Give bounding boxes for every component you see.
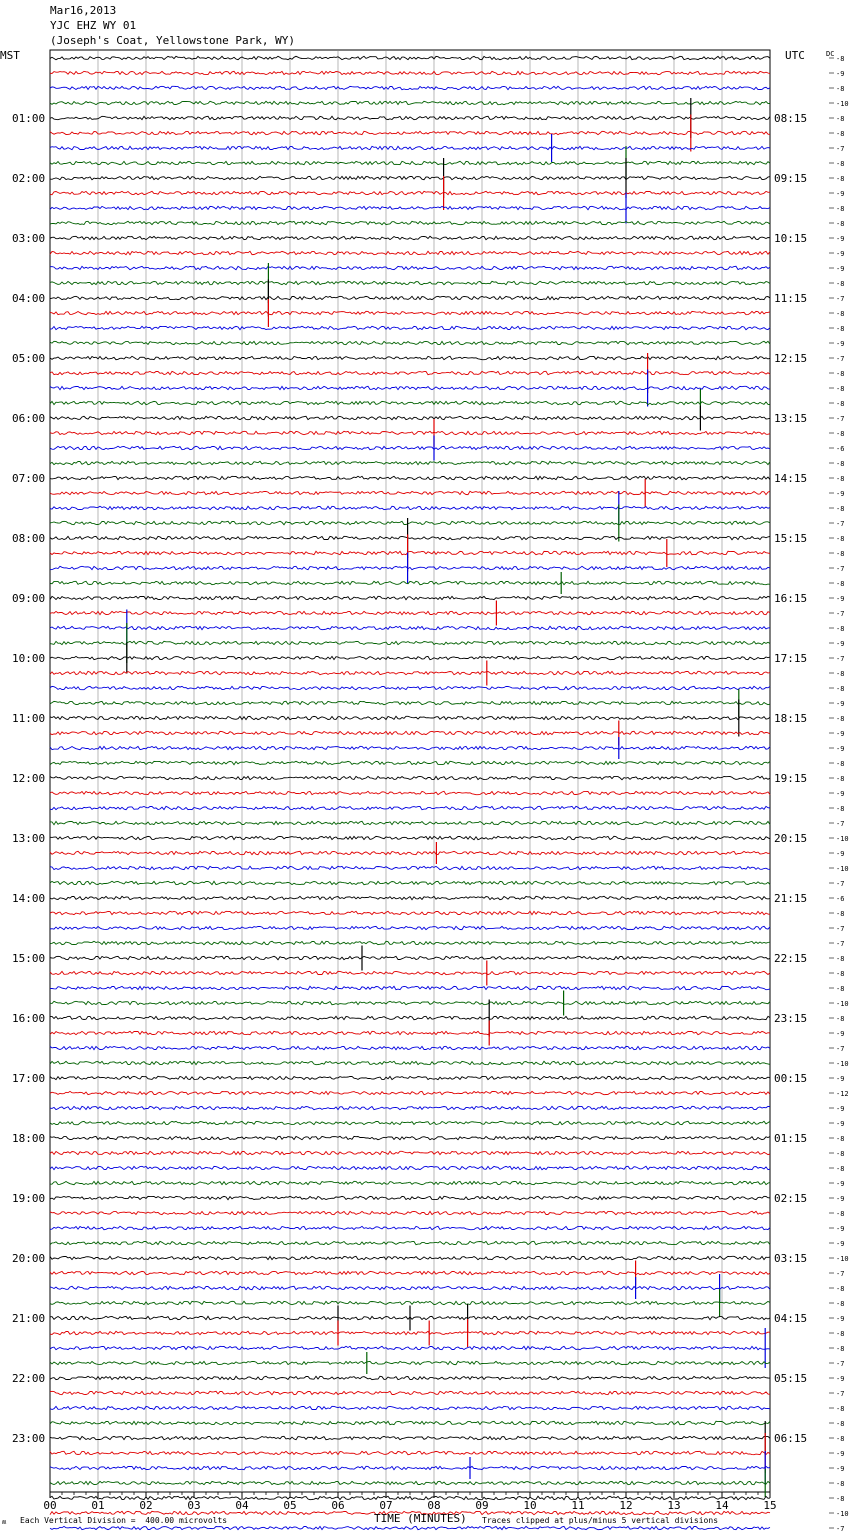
hour-label-left: 19:00 <box>12 1192 46 1205</box>
dc-offset-value: -9 <box>836 235 845 243</box>
dc-offset-value: -8 <box>836 160 845 168</box>
seismic-trace <box>50 446 770 449</box>
seismic-trace <box>50 266 770 269</box>
dc-offset-value: -9 <box>836 1240 845 1248</box>
seismic-trace <box>50 176 770 179</box>
seismic-trace <box>50 1151 770 1154</box>
seismic-trace <box>50 701 770 704</box>
dc-offset-value: -8 <box>836 1210 845 1218</box>
x-tick-label: 14 <box>715 1499 729 1512</box>
seismic-trace <box>50 1016 770 1019</box>
seismic-trace <box>50 1226 770 1229</box>
seismic-trace <box>50 1046 770 1049</box>
seismic-trace <box>50 1061 770 1064</box>
dc-offset-value: -9 <box>836 850 845 858</box>
hour-label-left: 23:00 <box>12 1432 46 1445</box>
seismic-trace <box>50 686 770 689</box>
seismic-trace <box>50 506 770 509</box>
seismic-trace <box>50 221 770 224</box>
seismic-trace <box>50 281 770 284</box>
seismic-trace <box>50 1166 770 1169</box>
seismic-trace <box>50 761 770 764</box>
seismic-trace <box>50 821 770 824</box>
seismic-trace <box>50 1526 770 1529</box>
corner-mark: ʍ <box>2 1518 7 1526</box>
dc-offset-value: -7 <box>836 820 845 828</box>
dc-offset-value: -9 <box>836 490 845 498</box>
seismic-trace <box>50 656 770 659</box>
x-tick-label: 11 <box>571 1499 585 1512</box>
dc-offset-value: -6 <box>836 445 845 453</box>
seismic-trace <box>50 566 770 569</box>
dc-offset-value: -9 <box>836 1465 845 1473</box>
dc-offset-value: -9 <box>836 745 845 753</box>
dc-offset-value: -8 <box>836 970 845 978</box>
x-tick-label: 09 <box>475 1499 489 1512</box>
x-tick-label: 05 <box>283 1499 297 1512</box>
seismic-trace <box>50 1331 770 1334</box>
seismic-trace <box>50 1466 770 1469</box>
dc-offset-value: -8 <box>836 1420 845 1428</box>
x-tick-label: 02 <box>139 1499 153 1512</box>
seismic-trace <box>50 536 770 539</box>
dc-offset-value: -7 <box>836 655 845 663</box>
dc-offset-value: -8 <box>836 1495 845 1503</box>
dc-offset-value: -7 <box>836 610 845 618</box>
hour-label-left: 05:00 <box>12 352 46 365</box>
seismic-trace <box>50 611 770 614</box>
seismic-trace <box>50 56 770 59</box>
hour-label-right: 05:15 <box>774 1372 808 1385</box>
dc-offset-value: -9 <box>836 700 845 708</box>
dc-offset-value: -8 <box>836 1330 845 1338</box>
hour-label-left: 16:00 <box>12 1012 46 1025</box>
seismic-trace <box>50 1256 770 1259</box>
hour-label-left: 15:00 <box>12 952 46 965</box>
dc-offset-value: -8 <box>836 550 845 558</box>
dc-offset-value: -7 <box>836 565 845 573</box>
dc-offset-value: -10 <box>836 1510 849 1518</box>
dc-offset-value: -9 <box>836 640 845 648</box>
seismic-trace <box>50 461 770 464</box>
dc-offset-value: -7 <box>836 880 845 888</box>
seismic-trace <box>50 371 770 374</box>
dc-offset-value: -8 <box>836 370 845 378</box>
seismic-trace <box>50 71 770 74</box>
hour-label-right: 20:15 <box>774 832 808 845</box>
seismic-trace <box>50 836 770 839</box>
seismic-trace <box>50 296 770 299</box>
seismic-trace <box>50 1301 770 1304</box>
seismic-trace <box>50 386 770 389</box>
dc-offset-value: -10 <box>836 865 849 873</box>
hour-label-left: 22:00 <box>12 1372 46 1385</box>
seismic-trace <box>50 1136 770 1139</box>
dc-offset-value: -9 <box>836 1375 845 1383</box>
hour-label-right: 11:15 <box>774 292 808 305</box>
seismic-trace <box>50 731 770 734</box>
seismic-trace <box>50 116 770 119</box>
hour-label-left: 12:00 <box>12 772 46 785</box>
x-tick-label: 03 <box>187 1499 201 1512</box>
dc-offset-value: -10 <box>836 1060 849 1068</box>
dc-offset-value: -8 <box>836 775 845 783</box>
seismic-trace <box>50 101 770 104</box>
seismic-trace <box>50 956 770 959</box>
seismic-trace <box>50 716 770 719</box>
dc-offset-value: -8 <box>836 715 845 723</box>
hour-label-right: 13:15 <box>774 412 808 425</box>
x-tick-label: 04 <box>235 1499 249 1512</box>
hour-label-right: 08:15 <box>774 112 808 125</box>
dc-offset-value: -8 <box>836 130 845 138</box>
hour-label-left: 20:00 <box>12 1252 46 1265</box>
seismic-trace <box>50 161 770 164</box>
dc-offset-value: -9 <box>836 1315 845 1323</box>
seismic-trace <box>50 251 770 254</box>
seismic-trace <box>50 581 770 584</box>
hour-label-left: 09:00 <box>12 592 46 605</box>
hour-label-right: 18:15 <box>774 712 808 725</box>
hour-label-right: 00:15 <box>774 1072 808 1085</box>
scale-note: Each Vertical Division = 400.00 microvolts <box>20 1516 228 1525</box>
station-location: (Joseph's Coat, Yellowstone Park, WY) <box>50 34 296 47</box>
seismic-trace <box>50 341 770 344</box>
dc-offset-value: -7 <box>836 520 845 528</box>
dc-offset-value: -8 <box>836 1015 845 1023</box>
hour-label-left: 21:00 <box>12 1312 46 1325</box>
dc-offset-value: -9 <box>836 190 845 198</box>
seismic-trace <box>50 1031 770 1034</box>
dc-offset-value: -8 <box>836 685 845 693</box>
seismic-trace <box>50 191 770 194</box>
hour-label-right: 22:15 <box>774 952 808 965</box>
dc-offset-value: -8 <box>836 1165 845 1173</box>
dc-offset-value: -7 <box>836 1525 845 1533</box>
hour-label-left: 13:00 <box>12 832 46 845</box>
x-tick-label: 01 <box>91 1499 105 1512</box>
seismic-trace <box>50 866 770 869</box>
hour-label-right: 02:15 <box>774 1192 808 1205</box>
dc-offset-value: -8 <box>836 1345 845 1353</box>
x-tick-label: 13 <box>667 1499 681 1512</box>
hour-label-right: 19:15 <box>774 772 808 785</box>
dc-offset-value: -9 <box>836 265 845 273</box>
x-tick-label: 08 <box>427 1499 441 1512</box>
dc-offset-value: -9 <box>836 1075 845 1083</box>
seismic-trace <box>50 146 770 149</box>
hour-label-left: 18:00 <box>12 1132 46 1145</box>
clip-note: Traces clipped at plus/minus 5 vertical divisions <box>482 1516 719 1525</box>
dc-offset-value: -9 <box>836 250 845 258</box>
dc-offset-value: -8 <box>836 955 845 963</box>
dc-offset-value: -9 <box>836 340 845 348</box>
dc-offset-value: -9 <box>836 1120 845 1128</box>
dc-offset-value: -9 <box>836 1195 845 1203</box>
seismic-trace <box>50 551 770 554</box>
dc-offset-value: -8 <box>836 400 845 408</box>
seismic-trace <box>50 416 770 419</box>
x-tick-label: 07 <box>379 1499 393 1512</box>
seismic-trace <box>50 131 770 134</box>
dc-offset-value: -8 <box>836 805 845 813</box>
left-timezone-label: MST <box>0 49 20 62</box>
hour-label-right: 14:15 <box>774 472 808 485</box>
dc-offset-value: -7 <box>836 295 845 303</box>
dc-offset-value: -8 <box>836 55 845 63</box>
seismic-trace <box>50 971 770 974</box>
x-tick-label: 12 <box>619 1499 633 1512</box>
dc-offset-value: -8 <box>836 1300 845 1308</box>
dc-offset-value: -8 <box>836 310 845 318</box>
seismic-trace <box>50 1436 770 1439</box>
seismic-trace <box>50 596 770 599</box>
dc-offset-value: -8 <box>836 175 845 183</box>
dc-offset-value: -9 <box>836 790 845 798</box>
station-code: YJC EHZ WY 01 <box>50 19 137 32</box>
hour-label-left: 01:00 <box>12 112 46 125</box>
seismic-trace <box>50 311 770 314</box>
hour-label-right: 10:15 <box>774 232 808 245</box>
dc-offset-value: -7 <box>836 940 845 948</box>
hour-label-left: 04:00 <box>12 292 46 305</box>
dc-offset-value: -8 <box>836 205 845 213</box>
dc-offset-value: -7 <box>836 1270 845 1278</box>
dc-offset-value: -10 <box>836 835 849 843</box>
x-tick-label: 15 <box>763 1499 777 1512</box>
x-tick-label: 06 <box>331 1499 345 1512</box>
dc-offset-value: -8 <box>836 475 845 483</box>
dc-offset-value: -8 <box>836 1435 845 1443</box>
dc-offset-value: -9 <box>836 70 845 78</box>
hour-label-right: 01:15 <box>774 1132 808 1145</box>
dc-offset-value: -8 <box>836 1135 845 1143</box>
dc-offset-header: DC <box>826 50 835 58</box>
seismic-trace <box>50 1001 770 1004</box>
seismic-trace <box>50 926 770 929</box>
hour-label-right: 06:15 <box>774 1432 808 1445</box>
dc-offset-value: -8 <box>836 625 845 633</box>
dc-offset-value: -8 <box>836 760 845 768</box>
hour-label-right: 15:15 <box>774 532 808 545</box>
seismic-trace <box>50 431 770 434</box>
seismic-trace <box>50 806 770 809</box>
plot-frame <box>50 50 770 1492</box>
hour-label-left: 07:00 <box>12 472 46 485</box>
seismic-trace <box>50 1181 770 1184</box>
dc-offset-value: -8 <box>836 985 845 993</box>
dc-offset-value: -8 <box>836 280 845 288</box>
dc-offset-value: -8 <box>836 460 845 468</box>
hour-label-right: 17:15 <box>774 652 808 665</box>
dc-offset-value: -9 <box>836 1180 845 1188</box>
seismic-trace <box>50 1481 770 1484</box>
hour-label-left: 14:00 <box>12 892 46 905</box>
dc-offset-value: -8 <box>836 505 845 513</box>
hour-label-left: 11:00 <box>12 712 46 725</box>
seismic-trace <box>50 941 770 944</box>
seismic-trace <box>50 671 770 674</box>
seismic-trace <box>50 401 770 404</box>
seismic-trace <box>50 1241 770 1244</box>
dc-offset-value: -8 <box>836 1285 845 1293</box>
dc-offset-value: -7 <box>836 415 845 423</box>
seismic-trace <box>50 1376 770 1379</box>
hour-label-left: 17:00 <box>12 1072 46 1085</box>
dc-offset-value: -10 <box>836 100 849 108</box>
dc-offset-value: -7 <box>836 355 845 363</box>
seismic-trace <box>50 1346 770 1349</box>
dc-offset-value: -9 <box>836 1105 845 1113</box>
x-tick-label: 10 <box>523 1499 537 1512</box>
dc-offset-value: -8 <box>836 220 845 228</box>
dc-offset-value: -6 <box>836 895 845 903</box>
dc-offset-value: -8 <box>836 1150 845 1158</box>
seismic-trace <box>50 1361 770 1364</box>
seismic-trace <box>50 1121 770 1124</box>
dc-offset-value: -8 <box>836 85 845 93</box>
dc-offset-value: -8 <box>836 430 845 438</box>
seismic-trace <box>50 86 770 89</box>
seismic-trace <box>50 206 770 209</box>
hour-label-left: 08:00 <box>12 532 46 545</box>
dc-offset-value: -8 <box>836 580 845 588</box>
dc-offset-value: -8 <box>836 1480 845 1488</box>
seismic-trace <box>50 1286 770 1289</box>
seismic-trace <box>50 326 770 329</box>
dc-offset-value: -9 <box>836 1030 845 1038</box>
hour-label-right: 09:15 <box>774 172 808 185</box>
seismic-trace <box>50 776 770 779</box>
dc-offset-value: -8 <box>836 670 845 678</box>
plot-date: Mar16,2013 <box>50 4 117 17</box>
x-tick-label: 00 <box>43 1499 57 1512</box>
seismic-trace <box>50 1196 770 1199</box>
dc-offset-value: -7 <box>836 925 845 933</box>
dc-offset-value: -10 <box>836 1000 849 1008</box>
hour-label-right: 04:15 <box>774 1312 808 1325</box>
seismic-trace <box>50 521 770 524</box>
seismic-trace <box>50 1076 770 1079</box>
dc-offset-value: -7 <box>836 1045 845 1053</box>
seismic-trace <box>50 236 770 239</box>
seismic-trace <box>50 746 770 749</box>
dc-offset-value: -8 <box>836 385 845 393</box>
dc-offset-value: -8 <box>836 535 845 543</box>
seismic-trace <box>50 476 770 479</box>
seismic-trace <box>50 881 770 884</box>
hour-label-right: 16:15 <box>774 592 808 605</box>
seismic-trace <box>50 1106 770 1109</box>
dc-offset-value: -8 <box>836 325 845 333</box>
dc-offset-value: -9 <box>836 730 845 738</box>
dc-offset-value: -12 <box>836 1090 849 1098</box>
seismic-trace <box>50 1496 770 1499</box>
dc-offset-value: -7 <box>836 145 845 153</box>
seismic-trace <box>50 491 770 494</box>
seismic-trace <box>50 626 770 629</box>
seismic-trace <box>50 986 770 989</box>
seismic-trace <box>50 791 770 794</box>
dc-offset-value: -8 <box>836 115 845 123</box>
seismic-trace <box>50 1391 770 1394</box>
seismic-trace <box>50 1421 770 1424</box>
dc-offset-value: -7 <box>836 1390 845 1398</box>
hour-label-right: 12:15 <box>774 352 808 365</box>
hour-label-right: 03:15 <box>774 1252 808 1265</box>
dc-offset-value: -8 <box>836 910 845 918</box>
dc-offset-value: -9 <box>836 1450 845 1458</box>
seismic-trace <box>50 641 770 644</box>
hour-label-left: 02:00 <box>12 172 46 185</box>
dc-offset-value: -8 <box>836 1405 845 1413</box>
seismic-trace <box>50 896 770 899</box>
dc-offset-value: -9 <box>836 595 845 603</box>
x-axis-title: TIME (MINUTES) <box>374 1512 467 1525</box>
seismic-trace <box>50 1451 770 1454</box>
seismic-trace <box>50 356 770 359</box>
seismic-trace <box>50 1271 770 1274</box>
dc-offset-value: -7 <box>836 1360 845 1368</box>
seismic-trace <box>50 1406 770 1409</box>
right-timezone-label: UTC <box>785 49 805 62</box>
dc-offset-value: -10 <box>836 1255 849 1263</box>
seismic-trace <box>50 911 770 914</box>
hour-label-left: 03:00 <box>12 232 46 245</box>
hour-label-left: 06:00 <box>12 412 46 425</box>
dc-offset-value: -9 <box>836 1225 845 1233</box>
seismic-trace <box>50 851 770 854</box>
hour-label-left: 10:00 <box>12 652 46 665</box>
seismic-trace <box>50 1211 770 1214</box>
seismic-trace <box>50 1091 770 1094</box>
hour-label-right: 23:15 <box>774 1012 808 1025</box>
hour-label-right: 21:15 <box>774 892 808 905</box>
